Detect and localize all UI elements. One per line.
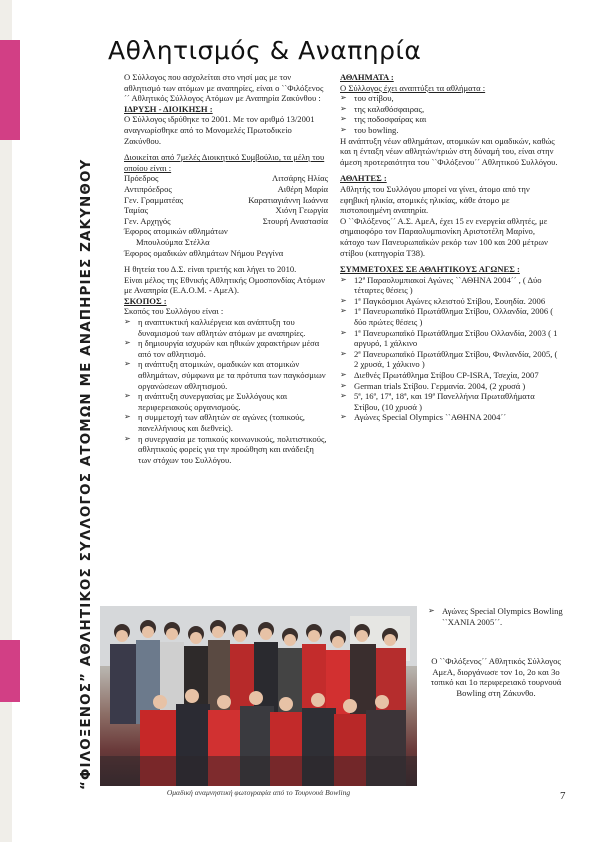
side-note: Ο ``Φιλόξενος´´ Αθλητικός Σύλλογος ΑμεΑ, διοργάνωσε τον 1ο, 2ο και 3ο τοπικό και 1ο περιφερειακό τουρνουά Bowling στη Ζάκυνθο. bbox=[430, 656, 562, 698]
list-item: ➢ Αγώνες Special Olympics ``ΑΘΗΝΑ 2004´´ bbox=[340, 412, 507, 423]
list-item: ➢ η αναπτυκτική καλλιέργεια και ανάπτυξη του δυναμισμού των αθλητών ατόμων με αναπηρίες. bbox=[124, 317, 306, 338]
founding-heading: ΙΔΡΥΣΗ - ΔΙΟΙΚΗΣΗ : bbox=[124, 103, 213, 114]
athletes-text-2: Ο ``Φιλόξενος´´ Α.Σ. ΑμεΑ, έχει 15 εν ενεργεία αθλητές, με σημαιοφόρο τον Παραολυμπιονίκη Αριστοτέλη Μαρίνο, κάτοχο των Πανευρωπαϊκών ρεκόρ των 100 και 200 μέτρων στίβου (κατηγορία Τ38). bbox=[340, 215, 548, 258]
list-item: ➢ της καλαθόσφαιρας, bbox=[340, 103, 425, 114]
group-photo-illustration bbox=[100, 606, 417, 786]
arrow-bullet-icon: ➢ bbox=[340, 274, 347, 284]
side-bowling-item bbox=[428, 606, 568, 627]
board-row: Πρόεδρος Λιτσάρης Ηλίας bbox=[124, 173, 328, 184]
board-intro: Διοικείται από 7μελές Διοικητικό Συμβούλιο, τα μέλη του οποίου είναι : bbox=[124, 152, 325, 173]
list-item: ➢ 1ª Πανευρωπαϊκό Πρωτάθλημα Στίβου Ολλανδία, 2003 ( 1 αργυρό, 1 χάλκινο bbox=[340, 327, 558, 349]
list-item: ➢ του στίβου, bbox=[340, 93, 394, 104]
arrow-bullet-icon: ➢ bbox=[428, 606, 435, 615]
founding-text: Ο Σύλλογος ιδρύθηκε το 2001. Με τον αριθμό 13/2001 αναγνωρίσθηκε από το Μονομελές Πρωτοδικείο Ζακύνθου. bbox=[124, 114, 315, 146]
right-column bbox=[340, 72, 558, 423]
board-extra-name: Μπουλούμπα Στέλλα bbox=[136, 236, 210, 247]
member-text: Είναι μέλος της Εθνικής Αθλητικής Ομοσπονδίας Ατόμων με Αναπηρία (Ε.Α.Ο.Μ. - ΑμεΑ). bbox=[124, 274, 325, 296]
list-item: ➢ 1ª Πανευρωπαϊκό Πρωτάθλημα Στίβου, Ολλανδία, 2006 ( δύο πρώτες θέσεις ) bbox=[340, 306, 554, 328]
intro-paragraph: Ο Σύλλογος που ασχολείται στο νησί μας με τον αθλητισμό των ατόμων με αναπηρίες, είναι ο ``Φιλόξενος´´ Αθλητικός Σύλλογος Ατόμων με Αναπηρία Ζακύνθου : bbox=[124, 72, 324, 104]
goals-intro: Σκοπός του Συλλόγου είναι : bbox=[124, 306, 224, 317]
arrow-bullet-icon: ➢ bbox=[124, 359, 131, 369]
list-item: ➢ η ανάπτυξη ατομικών, ομαδικών και ατομικών αθλημάτων, σύμφωνα με τα πρότυπα των παγκόσμιων οργανώσεων αθλητισμού. bbox=[124, 359, 326, 391]
athletes-text-1: Αθλητής του Συλλόγου μπορεί να γίνει, άτομο από την εφηβική ηλικία, ατομικές ηλικίας, κάθε άτομο με πιστοποιημένη αναπηρία. bbox=[340, 183, 530, 216]
list-item: ➢ η ανάπτυξη συνεργασίας με Συλλόγους και περιφερειακούς οργανισμούς. bbox=[124, 391, 288, 412]
pink-accent-bar-bottom bbox=[0, 640, 20, 702]
arrow-bullet-icon: ➢ bbox=[124, 412, 131, 422]
arrow-bullet-icon: ➢ bbox=[124, 338, 131, 348]
board-row: Ταμίας Χιόνη Γεωργία bbox=[124, 205, 328, 216]
arrow-bullet-icon: ➢ bbox=[124, 433, 131, 443]
arrow-bullet-icon: ➢ bbox=[340, 391, 347, 401]
photo-caption: Ομαδική αναμνηστική φωτογραφία από το Τουρνουά Bowling bbox=[166, 788, 351, 797]
page-title: Αθλητισμός & Αναπηρία bbox=[108, 36, 422, 65]
board-row: Γεν. Αρχηγός Στουρή Αναστασία bbox=[124, 215, 328, 226]
goals-heading: ΣΚΟΠΟΣ : bbox=[124, 295, 167, 306]
sports-intro: Ο Σύλλογος έχει αναπτύξει τα αθλήματα : bbox=[340, 82, 486, 93]
participations-heading: ΣΥΜΜΕΤΟΧΕΣ ΣΕ ΑΘΛΗΤΙΚΟΥΣ ΑΓΩΝΕΣ : bbox=[340, 264, 520, 275]
board-row: Αντιπρόεδρος Αιθέρη Μαρία bbox=[124, 183, 328, 194]
arrow-bullet-icon: ➢ bbox=[340, 412, 347, 422]
sports-text: Η ανάπτυξη νέων αθλημάτων, ατομικών και ομαδικών, καθώς και η ένταξη νέων αθλητών/τριών στη δύναμή του, είναι στην άμεση προτεραιότητα του ``Φιλόξενου´´ Αθλητικού Συλλόγου. bbox=[340, 135, 558, 167]
arrow-bullet-icon: ➢ bbox=[124, 317, 131, 327]
group-photo bbox=[100, 606, 417, 786]
arrow-bullet-icon: ➢ bbox=[340, 327, 347, 337]
arrow-bullet-icon: ➢ bbox=[340, 380, 347, 390]
arrow-bullet-icon: ➢ bbox=[340, 295, 347, 305]
list-item: ➢ Αγώνες Special Olympics Bowling ``ΧΑΝΙΑ 2005´´. bbox=[428, 606, 563, 627]
sports-heading: ΑΘΛΗΜΑΤΑ : bbox=[340, 72, 394, 82]
term-text: Η θητεία του Δ.Σ. είναι τριετής και λήγει το 2010. bbox=[124, 264, 297, 275]
vertical-club-title: “ΦΙΛΟΞΕΝΟΣ” ΑΘΛΗΤΙΚΟΣ ΣΥΛΛΟΓΟΣ ΑΤΟΜΩΝ ΜΕ ΑΝΑΠΗΡΙΕΣ ΖΑΚΥΝΘΟΥ bbox=[78, 158, 94, 790]
list-item: ➢ η συνεργασία με τοπικούς κοινωνικούς, πολιτιστικούς, αθλητικούς φορείς για την προώθηση και ανάδειξη των στόχων του Συλλόγου. bbox=[124, 433, 327, 465]
board-extra-2: Έφορος ομαδικών αθλημάτων Νήμου Ρεγγίνα bbox=[124, 247, 284, 258]
list-item: ➢ Διεθνές Πρωτάθλημα Στίβου CP-ISRA, Τσεχία, 2007 bbox=[340, 370, 539, 381]
arrow-bullet-icon: ➢ bbox=[340, 114, 347, 124]
board-extra-role: Έφορος ατομικών αθλημάτων bbox=[124, 226, 228, 237]
arrow-bullet-icon: ➢ bbox=[340, 306, 347, 316]
arrow-bullet-icon: ➢ bbox=[340, 103, 347, 113]
list-item: ➢ η δημιουργία ισχυρών και ηθικών χαρακτήρων μέσα από τον αθλητισμό. bbox=[124, 338, 320, 359]
list-item: ➢ του bowling. bbox=[340, 124, 399, 135]
board-list bbox=[124, 173, 328, 258]
page-number: 7 bbox=[560, 790, 566, 802]
arrow-bullet-icon: ➢ bbox=[124, 391, 131, 401]
left-column bbox=[124, 72, 328, 465]
list-item: ➢ 12ª Παραολυμπιακοί Αγώνες ``ΑΘΗΝΑ 2004´´ , ( Δύο τέταρτες θέσεις ) bbox=[340, 274, 542, 296]
arrow-bullet-icon: ➢ bbox=[340, 93, 347, 103]
list-item: ➢ της ποδοσφαίρας και bbox=[340, 114, 427, 125]
list-item: ➢ 1ª Παγκόσμιοι Αγώνες κλειστού Στίβου, Σουηδία. 2006 bbox=[340, 295, 546, 306]
list-item: ➢ 2ª Πανευρωπαϊκό Πρωτάθλημα Στίβου, Φινλανδία, 2005, ( 2 χρυσά, 1 χάλκινο ) bbox=[340, 348, 558, 370]
arrow-bullet-icon: ➢ bbox=[340, 370, 347, 380]
arrow-bullet-icon: ➢ bbox=[340, 348, 347, 358]
board-row: Γεν. Γραμματέας Καρατιαγιάννη Ιωάννα bbox=[124, 194, 328, 205]
list-item: ➢ 5ª, 16ª, 17ª, 18ª, και 19ª Πανελλήνια Πρωταθλήματα Στίβου, (10 χρυσά ) bbox=[340, 391, 535, 412]
pink-accent-bar-top bbox=[0, 40, 20, 140]
athletes-heading: ΑΘΛΗΤΕΣ : bbox=[340, 173, 387, 184]
list-item: ➢ German trials Στίβου. Γερμανία. 2004, (2 χρυσά ) bbox=[340, 380, 526, 391]
arrow-bullet-icon: ➢ bbox=[340, 124, 347, 134]
list-item: ➢ η συμμετοχή των αθλητών σε αγώνες (τοπικούς, πανελλήνιους και διεθνείς). bbox=[124, 412, 305, 433]
